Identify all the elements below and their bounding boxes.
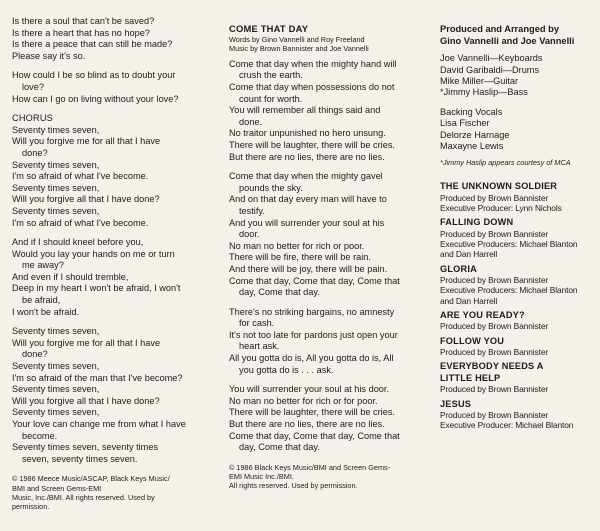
roster-line: Joe Vannelli—Keyboards <box>440 53 543 64</box>
lyric-line: There will be laughter, there will be cries. <box>229 139 395 150</box>
lyric-line: be afraid, <box>22 295 61 306</box>
text-line: permission. <box>12 501 50 511</box>
roster-line: Delorze Harnage <box>440 129 510 140</box>
track-producer-line: Produced by Brown Bannister <box>440 321 549 332</box>
lyric-line: Come that day, Come that day, Come that <box>229 430 400 441</box>
text-line: Music, Inc./BMI. All rights reserved. Used by <box>12 492 155 502</box>
lyric-line: love? <box>22 81 44 92</box>
lyric-line: And there will be joy, there will be pain. <box>229 263 388 274</box>
lyric-line: Will you forgive all that I have done? <box>12 395 160 406</box>
lyric-line: I'm so afraid of what I've become. <box>12 171 149 182</box>
lyric-line: count for worth. <box>239 93 303 104</box>
left-lyrics-column <box>12 16 219 511</box>
lyric-line: you gotta do is . . . ask. <box>239 364 334 375</box>
lyric-line: Will you forgive me for all that I have <box>12 136 161 147</box>
track-title: FALLING DOWN <box>440 217 514 228</box>
track-credit <box>440 310 596 332</box>
backing-vocals-list <box>440 107 596 153</box>
track-producer-line: Produced by Brown Bannister <box>440 384 549 395</box>
text-line: BMI and Screen Gems-EMI <box>12 483 102 493</box>
lyric-line: I won't be afraid. <box>12 306 80 317</box>
roster-line: *Jimmy Haslip—Bass <box>440 87 528 98</box>
lyric-line: done. <box>239 116 262 127</box>
credits-column <box>440 24 596 435</box>
lyric-line: for cash. <box>239 318 275 329</box>
lyric-line: Come that day when the mighty gavel <box>229 171 383 182</box>
track-credit <box>440 361 596 394</box>
lyric-line: Will you forgive me for all that I have <box>12 337 161 348</box>
lyric-line: Deep in my heart I won't be afraid, I won't <box>12 283 181 294</box>
lyric-line: Your love can change me from what I have <box>12 419 186 429</box>
text-line: Produced and Arranged by <box>440 24 559 34</box>
lyric-line: There's no striking bargains, no amnesty <box>229 306 395 317</box>
lyric-line: done? <box>22 349 48 360</box>
lyric-line: All you gotta do is, All you gotta do is, All <box>229 353 394 364</box>
lyric-line: Seventy times seven, <box>12 407 100 418</box>
song-title: COME THAT DAY <box>229 23 309 34</box>
lyric-line: Would you lay your hands on me or turn <box>12 248 175 259</box>
lyric-line: And on that day every man will have to <box>229 194 387 205</box>
lyric-line: Come that day, Come that day, Come that <box>229 275 400 286</box>
songwriter-credits <box>229 35 427 54</box>
lyric-line: Please say it's so. <box>12 50 86 61</box>
lyric-line: done? <box>22 147 48 158</box>
lyric-line: No traitor unpunished no hero unsung. <box>229 128 386 139</box>
roster-line: Backing Vocals <box>440 106 503 117</box>
lyric-line: seven, seventy times seven. <box>22 453 138 464</box>
lyric-line: How can I go on living without your love? <box>12 93 179 104</box>
lyric-line: Is there a heart that has no hope? <box>12 27 150 38</box>
roster-line: David Garibaldi—Drums <box>440 64 540 75</box>
lyric-line: Seventy times seven, seventy times <box>12 442 159 453</box>
lyric-line: day, Come that day. <box>239 442 320 453</box>
courtesy-note: *Jimmy Haslip appears courtesy of MCA <box>440 158 571 168</box>
track-producer-line: Produced by Brown Bannister <box>440 228 549 239</box>
lyric-line: Seventy times seven, <box>12 124 100 135</box>
text-line: EMI Music Inc./BMI. <box>229 472 294 482</box>
lyric-line: There will be laughter, there will be cries. <box>229 407 395 418</box>
track-producer-line: Produced by Brown Bannister <box>440 275 549 286</box>
track-producer-line: Produced by Brown Bannister <box>440 347 549 358</box>
lyric-line: pounds the sky. <box>239 182 303 193</box>
lyric-line: Will you forgive all that I have done? <box>12 194 160 205</box>
lyric-line: And even if I should tremble, <box>12 271 129 282</box>
producer-heading <box>440 24 596 47</box>
chorus-2 <box>12 326 219 465</box>
lyric-line: But there are no lies, there are no lies. <box>229 151 385 162</box>
lyric-line: No man no better for rich or poor. <box>229 240 365 251</box>
lyric-line: crush the earth. <box>239 70 303 81</box>
middle-lyrics-column <box>229 23 427 490</box>
track-producer-line: Executive Producer: Lynn Nichols <box>440 203 562 214</box>
track-producer-line: Executive Producer: Michael Blanton <box>440 420 574 431</box>
chorus-1 <box>12 125 219 229</box>
roster-line: Lisa Fischer <box>440 118 490 129</box>
lyric-line: Seventy times seven, <box>12 205 100 216</box>
lyric-line: heart ask. <box>239 341 280 352</box>
lyric-line: Seventy times seven, <box>12 361 100 372</box>
track-title: ARE YOU READY? <box>440 310 525 321</box>
lyric-line: become. <box>22 430 58 441</box>
lyric-line: Seventy times seven, <box>12 182 100 193</box>
lyric-line: Come that day when possessions do not <box>229 82 395 92</box>
lyric-line: There will be fire, there will be rain. <box>229 252 371 263</box>
lyric-line: But there are no lies, there are no lies. <box>229 419 385 430</box>
track-title: EVERYBODY NEEDS A <box>440 361 544 372</box>
track-producer-line: and Dan Harrell <box>440 295 498 306</box>
text-line: Music by Brown Bannister and Joe Vannelli <box>229 44 369 54</box>
lyric-line: me away? <box>22 260 64 271</box>
verse-b <box>12 70 219 105</box>
lyric-line: You will surrender your soul at his door. <box>229 384 390 395</box>
lyric-line: Seventy times seven, <box>12 384 100 395</box>
lyric-line: It's not too late for pardons just open your <box>229 329 398 340</box>
roster-line: Mike Miller—Guitar <box>440 76 519 86</box>
lyric-line: Is there a soul that can't be saved? <box>12 16 155 26</box>
lyric-line: And if I should kneel before you, <box>12 237 144 248</box>
text-line: © 1986 Black Keys Music/BMI and Screen Gems- <box>229 462 391 472</box>
track-credit <box>440 181 596 213</box>
lyric-line: Is there a peace that can still be made? <box>12 39 173 50</box>
track-title: JESUS <box>440 398 472 409</box>
verse-c <box>12 237 219 318</box>
text-line: Words by Gino Vannelli and Roy Freeland <box>229 35 365 44</box>
track-producer-line: Produced by Brown Bannister <box>440 409 549 420</box>
track-credit <box>440 217 596 259</box>
lyric-line: Seventy times seven, <box>12 159 100 170</box>
musicians-list <box>440 53 596 99</box>
lyric-line: Seventy times seven, <box>12 326 100 337</box>
track-credit <box>440 336 596 358</box>
text-line: All rights reserved. Used by permission. <box>229 481 358 491</box>
left-copyright <box>12 474 219 511</box>
stanza-4 <box>229 384 427 454</box>
verse-a <box>12 16 219 62</box>
track-producer-line: and Dan Harrell <box>440 249 498 260</box>
stanza-2 <box>229 171 427 299</box>
track-credits <box>440 181 596 430</box>
lyric-line: Come that day when the mighty hand will <box>229 58 397 69</box>
lyric-line: No man no better for rich or for poor. <box>229 395 378 406</box>
lyric-line: I'm so afraid of the man that I've become? <box>12 372 183 383</box>
lyric-line: I'm so afraid of what I've become. <box>12 217 149 228</box>
track-title: FOLLOW YOU <box>440 335 505 346</box>
text-line: © 1986 Meece Music/ASCAP, Black Keys Music/ <box>12 474 170 484</box>
lyric-line: testify. <box>239 205 265 216</box>
roster-line: Maxayne Lewis <box>440 141 504 152</box>
lyric-line: You will remember all things said and <box>229 105 381 116</box>
stanza-1 <box>229 59 427 163</box>
text-line: Gino Vannelli and Joe Vannelli <box>440 35 575 46</box>
lyric-line: door. <box>239 229 260 240</box>
track-producer-line: Executive Producers: Michael Blanton <box>440 239 578 250</box>
stanza-3 <box>229 307 427 377</box>
track-title: GLORIA <box>440 263 477 274</box>
lyric-line: day, Come that day. <box>239 287 320 298</box>
track-producer-line: Produced by Brown Bannister <box>440 192 549 203</box>
track-title: LITTLE HELP <box>440 372 501 383</box>
middle-copyright <box>229 463 427 491</box>
lyric-line: How could I be so blind as to doubt your <box>12 70 176 81</box>
track-credit <box>440 264 596 306</box>
chorus-label: CHORUS <box>12 113 54 124</box>
track-title: THE UNKNOWN SOLDIER <box>440 181 558 192</box>
track-credit <box>440 399 596 431</box>
lyric-line: And you will surrender your soul at his <box>229 217 385 228</box>
track-producer-line: Executive Producers: Michael Blanton <box>440 285 578 296</box>
